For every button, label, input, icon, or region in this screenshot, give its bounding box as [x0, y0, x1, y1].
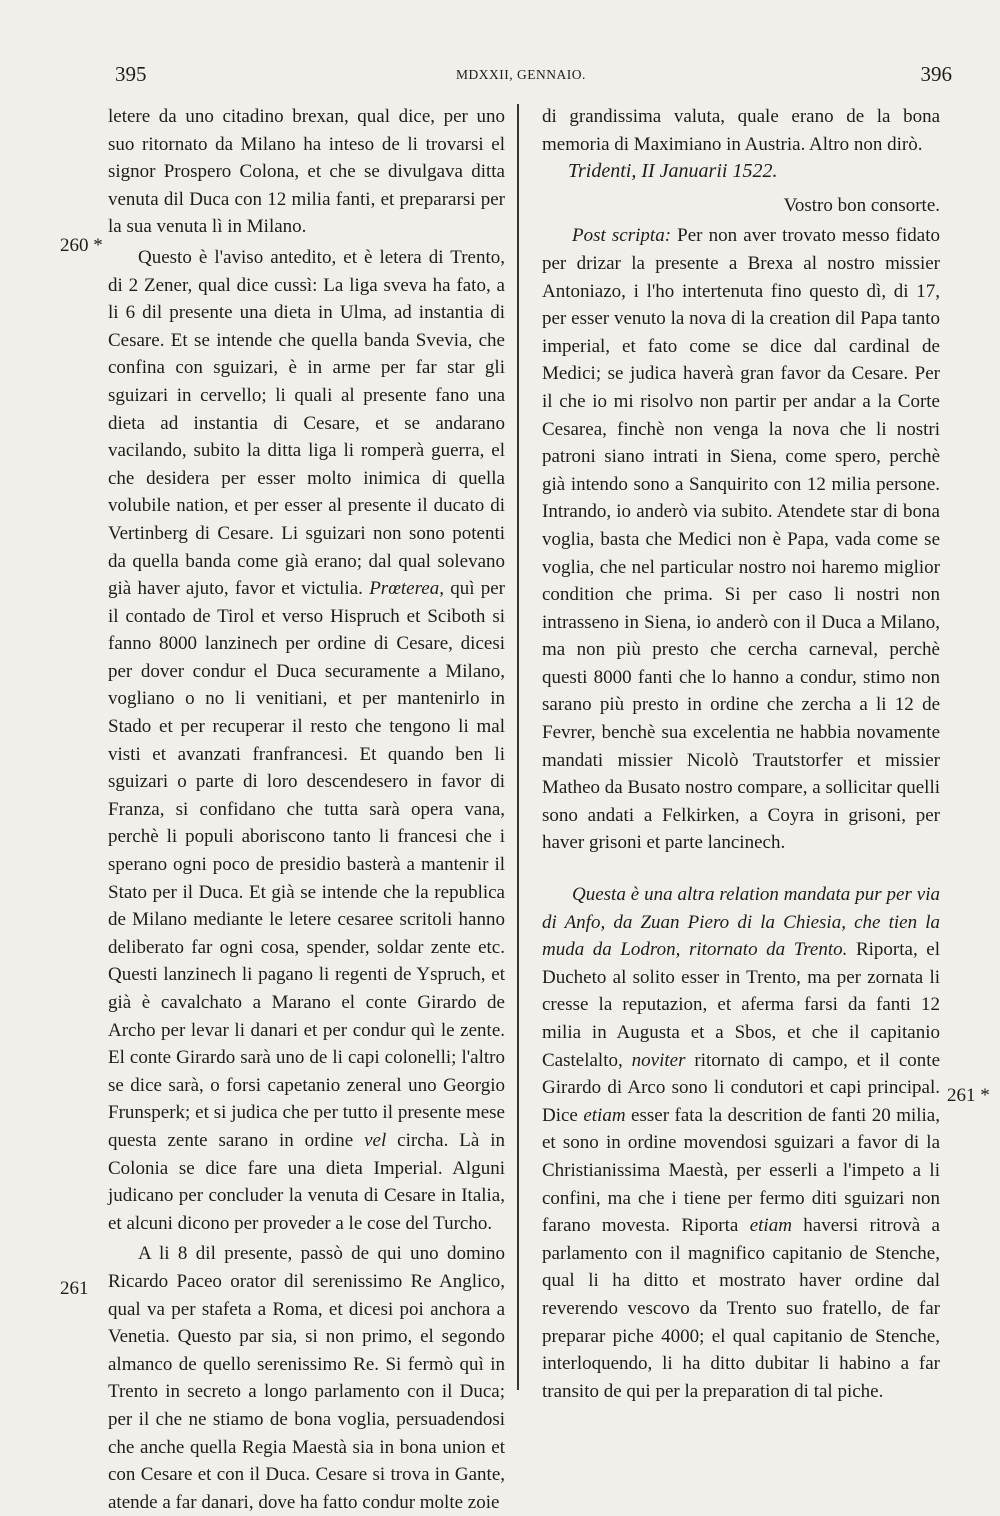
- left-paragraph-2-part-a: Questo è l'aviso antedito, et è letera di Trento, di 2 Zener, qual dice cussì: La liga sveva ha fato, a li 6 dil presente una dieta in Ulma, ad instantia di Cesare. Et se intende che quella banda Svevia, che confina con sguizari, è in arme per far star gli sguizari in cervello; li quali al presente fano una dieta ad instantia di Cesare, et se andarano vacilando, subito la ditta liga li romperà guerra, el che desidera per esser molto inimica di quella volubile nation, et per esser al presente il ducato di Vertinberg di Cesare. Li sguizari non sono potenti da quella banda come già erano; dal qual solevano già haver ajuto, favor et victulia.: [108, 246, 505, 600]
- page-number-right: 396: [920, 62, 952, 86]
- left-paragraph-2-praeterea: Prœterea,: [369, 578, 444, 600]
- margin-note-261-right: 261 *: [947, 1085, 990, 1106]
- left-paragraph-2: [108, 244, 505, 1237]
- relation-text-a: Riporta, el Ducheto al solito esser in Trento, ma per zornata li cresse la reputazion, et aferma farsi da fanti 12 milia in Augusta et a Sbos, et che il capitanio Castelalto,: [542, 939, 940, 1071]
- relation-heading: Questa è una altra relation mandata pur per via di Anfo, da Zuan Piero di la Chiesia, che tien la muda da Lodron, ritornato da Trento.: [542, 884, 940, 961]
- page-number-left: 395: [115, 62, 147, 86]
- relation-etiam-2: etiam: [749, 1215, 792, 1237]
- relation-noviter: noviter: [631, 1049, 686, 1071]
- relation-text-d: haversi ritrovà a parlamento con il magnifico capitanio de Stenche, qual li ha ditto et mostrato haver ordine dal reverendo vescovo da Trento suo fratello, de far preparar piche 4000; el qual capitanio de Stenche, interloquendo, li ha ditto dubitar li habino a far transito de qui per la preparation di tal piche.: [542, 1215, 940, 1402]
- postscript-label: Post scripta:: [572, 225, 672, 247]
- margin-note-260: 260 *: [60, 235, 103, 256]
- relation-text-b: ritornato di campo, et il conte Girardo di Arco sono li condutori et capi principal. Dice: [542, 1049, 941, 1126]
- relation-etiam-1: etiam: [583, 1104, 626, 1126]
- margin-note-261-left: 261: [60, 1278, 89, 1299]
- right-column: [542, 103, 940, 1405]
- column-divider: [517, 104, 519, 1390]
- left-paragraph-2-part-c: circha. Là in Colonia se dice fare una dieta Imperial. Alguni judicano per concluder la venuta di Cesare in Italia, et alcuni dicono per proveder a le cose del Turcho.: [108, 1129, 505, 1234]
- left-paragraph-2-vel: vel: [364, 1129, 387, 1151]
- page-header: [0, 62, 1000, 92]
- letter-signature: Vostro bon consorte.: [783, 194, 940, 216]
- postscript-paragraph: [542, 222, 940, 857]
- relation-paragraph: [542, 881, 940, 1405]
- left-paragraph-2-part-b: quì per il contado de Tirol et verso Hispruch et Sciboth si fanno 8000 lanzinech per ordine di Cesare, dicesi per dover condur el Duca securamente a Milano, vogliano o no li venitiani, et per mantenirlo in Stado et per recuperar il resto che tengono li mal visti et avanzati franfrancesi. Et quando ben li sguizari o parte di loro descendesero in favor di Franza, si confidano che tutta sarà opera vana, perchè li populi aboriscono tanto li francesi che i sperano ogni poco de presidio basterà a mantenir il Stato per il Duca. Et già se intende che la republica de Milano mediante le letere cesaree scritoli hanno deliberato far ogni cosa, spender, soldar zente etc. Questi lanzinech li pagano li regenti de Yspruch, et già è cavalchato a Marano el conte Girardo de Archo per levar li danari et per condur quì le zente. El conte Girardo sarà uno de li capi colonelli; l'altro se dice sarà, o forsi capetanio zeneral uno Georgio Frunsperk; et si judica che per tutto il presente mese questa zente sarano in ordine: [108, 578, 505, 1151]
- left-paragraph-3: A li 8 dil presente, passò de qui uno domino Ricardo Paceo orator dil serenissimo Re Anglico, qual va per stafeta a Roma, et dicesi poi anchora a Venetia. Questo par sia, si non primo, el segondo almanco de quello serenissimo Re. Si fermò quì in Trento in secreto a longo parlamento con il Duca; per il che ne stiamo de bona voglia, persuadendosi che anche quella Regia Maestà sia in bona union et con Cesare et con il Duca. Cesare si trova in Gante, atende a far danari, dove ha fatto condur molte zoie: [108, 1243, 505, 1513]
- letter-dateline: Tridenti, II Januarii 1522.: [568, 160, 778, 183]
- running-title: MDXXII, GENNAIO.: [456, 67, 586, 82]
- relation-text-c: esser fata la descrition de fanti 20 milia, et sono in ordine movendosi sguizari a favor di la Christianissima Maestà, per esserli a l'impeto a li confini, ma che i tiene per fermo diti sguizari non farano movesta. Riporta: [542, 1104, 940, 1237]
- right-paragraph-1: di grandissima valuta, quale erano de la bona memoria di Maximiano in Austria. Altro non dirò.: [542, 106, 940, 155]
- left-paragraph-1: letere da uno citadino brexan, qual dice, per uno suo ritornato da Milano ha inteso de li trovarsi el signor Prospero Colona, et che se divulgava ditta venuta dil Duca con 12 milia fanti, et prepararsi per la sua venuta lì in Milano.: [108, 106, 505, 238]
- left-column: [108, 103, 505, 1516]
- postscript-text: Per non aver trovato messo fidato per drizar la presente a Brexa al nostro missier Antoniazo, i l'ho intertenuta fino questo dì, di 17, per esser venuto la nova di la creation dil Papa tanto imperial, et fato come se dice dal cardinal de Medici; se judica haverà gran favor da Cesare. Per il che io mi risolvo non partir per andar a la Corte Cesarea, finchè non venga la nova che li nostri patroni siano intrati in Siena, come spero, perchè già intendo sono a Sanquirito con 12 milia persone. Intrando, io anderò via subito. Atendete star di bona voglia, basta che Medici non è Papa, vada come se voglia, che nel particular nostro noi haremo miglior condition che prima. Si per caso li nostri non intrasseno in Siena, io anderò con il Duca a Milano, ma non più presto che cercha carneval, perchè questi 8000 fanti che lo hanno a condur, stimo non sarano più presto in ordine che zercha a li 12 de Fevrer, benchè sua excelentia ne habbia novamente mandati missier Nicolò Trautstorfer et missier Matheo da Busato nostro compare, a sollicitar quelli sono andati a Felkirken, a Coyra in grisoni, per haver grisoni et parte lancinech.: [542, 225, 941, 854]
